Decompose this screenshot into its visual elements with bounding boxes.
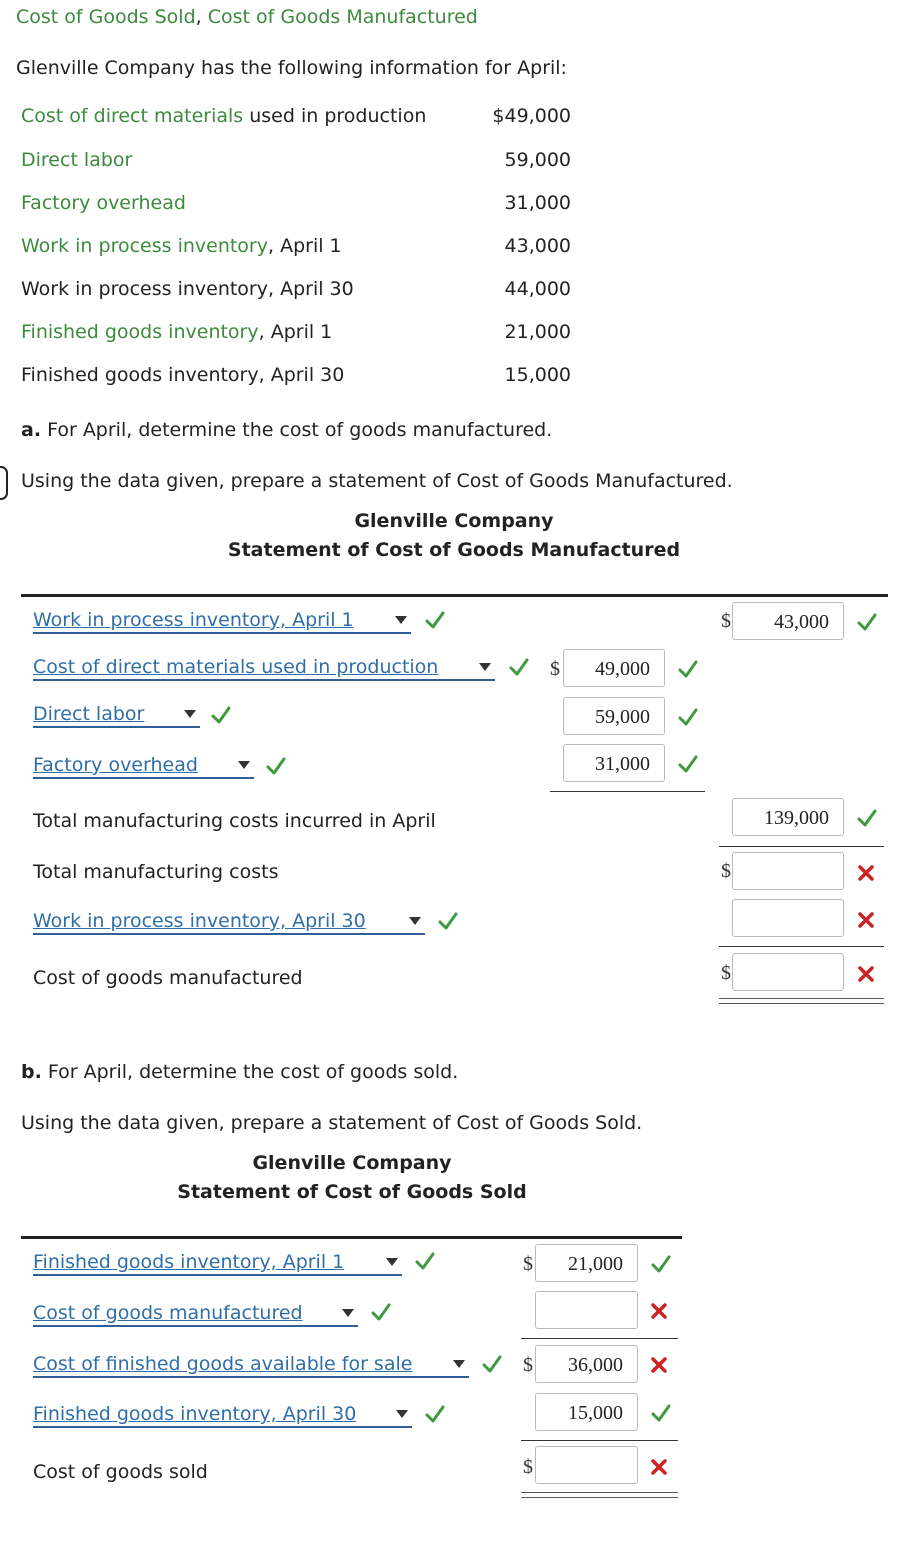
part-b-instruction: Using the data given, prepare a statement of Cost of Goods Sold. xyxy=(21,1112,643,1134)
total-double-rule xyxy=(521,1492,678,1498)
dropdown-wip-april-1[interactable] xyxy=(33,608,411,634)
info-row-value: $49,000 xyxy=(492,105,571,127)
chevron-down-icon xyxy=(479,663,491,671)
subtotal-rule xyxy=(719,946,884,947)
subtotal-rule xyxy=(550,791,705,792)
info-row-value: 15,000 xyxy=(504,364,571,386)
part-b-question xyxy=(21,1061,458,1083)
dropdown-selected-text: Direct labor xyxy=(33,703,145,725)
check-icon xyxy=(414,1250,436,1272)
input-cogs[interactable] xyxy=(535,1446,638,1484)
input-direct-labor[interactable]: 59,000 xyxy=(563,697,665,735)
intro-text: Glenville Company has the following information for April: xyxy=(16,57,567,79)
input-fg-april-1[interactable]: 21,000 xyxy=(535,1244,638,1282)
x-icon xyxy=(855,909,877,931)
part-a-label: a. xyxy=(21,419,42,441)
check-icon xyxy=(650,1402,672,1424)
subtotal-rule xyxy=(521,1338,678,1339)
x-icon xyxy=(855,862,877,884)
info-row-value: 44,000 xyxy=(504,278,571,300)
dropdown-selected-text: Work in process inventory, April 1 xyxy=(33,609,354,631)
label-total-costs: Total manufacturing costs xyxy=(33,861,279,883)
dollar-sign: $ xyxy=(523,1354,533,1376)
chevron-down-icon xyxy=(396,1410,408,1418)
info-row-label xyxy=(21,321,332,343)
input-available-for-sale[interactable]: 36,000 xyxy=(535,1345,638,1383)
chevron-down-icon xyxy=(386,1258,398,1266)
dropdown-selected-text: Finished goods inventory, April 30 xyxy=(33,1403,357,1425)
info-label-text: Finished goods inventory, April 30 xyxy=(21,364,345,386)
x-icon xyxy=(855,963,877,985)
label-total-incurred: Total manufacturing costs incurred in April xyxy=(33,810,436,832)
check-icon xyxy=(677,753,699,775)
dropdown-direct-labor[interactable] xyxy=(33,702,200,728)
input-fg-april-30[interactable]: 15,000 xyxy=(535,1393,638,1431)
total-double-rule xyxy=(719,998,884,1004)
dropdown-available-for-sale[interactable] xyxy=(33,1352,469,1378)
x-icon xyxy=(648,1456,670,1478)
chevron-down-icon xyxy=(238,761,250,769)
label-cogs: Cost of goods sold xyxy=(33,1461,208,1483)
input-wip-april-30[interactable] xyxy=(732,899,844,937)
check-icon xyxy=(856,807,878,829)
glossary-link[interactable]: Cost of direct materials xyxy=(21,105,244,127)
info-row-label xyxy=(21,235,342,257)
check-icon xyxy=(424,609,446,631)
input-direct-materials[interactable]: 49,000 xyxy=(563,649,665,687)
chevron-down-icon xyxy=(395,616,407,624)
part-a-company: Glenville Company xyxy=(354,510,554,532)
input-wip-april-1[interactable]: 43,000 xyxy=(732,602,844,640)
check-icon xyxy=(677,706,699,728)
dollar-sign: $ xyxy=(721,860,731,882)
info-row-label xyxy=(21,278,354,300)
dropdown-selected-text: Cost of goods manufactured xyxy=(33,1302,303,1324)
dollar-sign: $ xyxy=(721,610,731,632)
check-icon xyxy=(677,658,699,680)
info-row-value: 43,000 xyxy=(504,235,571,257)
info-row-label xyxy=(21,192,186,214)
chevron-down-icon xyxy=(184,710,196,718)
info-label-text: , April 1 xyxy=(258,321,333,343)
dropdown-cogm[interactable] xyxy=(33,1301,358,1327)
x-icon xyxy=(648,1300,670,1322)
side-marker xyxy=(0,466,8,500)
part-a-statement-title: Statement of Cost of Goods Manufactured xyxy=(227,539,681,561)
label-cogm: Cost of goods manufactured xyxy=(33,967,303,989)
subtotal-rule xyxy=(521,1440,678,1441)
title-link-cost-of-goods-sold[interactable]: Cost of Goods Sold xyxy=(16,6,196,28)
part-b-label: b. xyxy=(21,1061,42,1083)
glossary-link[interactable]: Work in process inventory xyxy=(21,235,268,257)
subtotal-rule xyxy=(719,846,884,847)
glossary-link[interactable]: Factory overhead xyxy=(21,192,186,214)
dollar-sign: $ xyxy=(550,658,560,680)
check-icon xyxy=(508,656,530,678)
input-cogm-b[interactable] xyxy=(535,1291,638,1329)
title-separator: , xyxy=(195,6,208,28)
dropdown-selected-text: Finished goods inventory, April 1 xyxy=(33,1251,345,1273)
info-label-text: , April 1 xyxy=(268,235,342,257)
info-label-text: Work in process inventory, April 30 xyxy=(21,278,354,300)
info-row-value: 21,000 xyxy=(504,321,571,343)
input-total-costs[interactable] xyxy=(732,852,844,890)
statement-top-rule xyxy=(21,594,888,597)
dollar-sign: $ xyxy=(523,1253,533,1275)
check-icon xyxy=(650,1253,672,1275)
chevron-down-icon xyxy=(342,1309,354,1317)
check-icon xyxy=(481,1353,503,1375)
dropdown-wip-april-30[interactable] xyxy=(33,909,425,935)
dollar-sign: $ xyxy=(721,962,731,984)
input-factory-overhead[interactable]: 31,000 xyxy=(563,744,665,782)
chevron-down-icon xyxy=(409,917,421,925)
check-icon xyxy=(856,611,878,633)
part-a-instruction: Using the data given, prepare a statement of Cost of Goods Manufactured. xyxy=(21,470,733,492)
check-icon xyxy=(437,910,459,932)
part-a-question xyxy=(21,419,552,441)
dropdown-selected-text: Work in process inventory, April 30 xyxy=(33,910,366,932)
glossary-link[interactable]: Direct labor xyxy=(21,149,133,171)
info-row-value: 59,000 xyxy=(504,149,571,171)
page-title xyxy=(16,6,478,28)
chevron-down-icon xyxy=(453,1360,465,1368)
dropdown-fg-april-30[interactable] xyxy=(33,1402,412,1428)
statement-top-rule xyxy=(21,1236,682,1239)
glossary-link[interactable]: Finished goods inventory xyxy=(21,321,259,343)
check-icon xyxy=(370,1301,392,1323)
part-b-company: Glenville Company xyxy=(252,1152,452,1174)
info-row-label xyxy=(21,105,426,127)
part-b-statement-title: Statement of Cost of Goods Sold xyxy=(177,1181,527,1203)
part-a-question-text: For April, determine the cost of goods manufactured. xyxy=(41,419,553,441)
dropdown-selected-text: Cost of finished goods available for sale xyxy=(33,1353,413,1375)
dropdown-factory-overhead[interactable] xyxy=(33,753,254,779)
input-cogm[interactable] xyxy=(732,953,844,991)
info-row-label xyxy=(21,364,344,386)
part-b-question-text: For April, determine the cost of goods sold. xyxy=(41,1061,459,1083)
dropdown-selected-text: Cost of direct materials used in production xyxy=(33,656,439,678)
input-total-incurred[interactable]: 139,000 xyxy=(732,798,844,836)
dropdown-direct-materials[interactable] xyxy=(33,655,495,681)
dropdown-fg-april-1[interactable] xyxy=(33,1250,402,1276)
dropdown-selected-text: Factory overhead xyxy=(33,754,198,776)
info-row-label xyxy=(21,149,132,171)
check-icon xyxy=(210,704,232,726)
title-link-cost-of-goods-manufactured[interactable]: Cost of Goods Manufactured xyxy=(207,6,478,28)
dollar-sign: $ xyxy=(523,1456,533,1478)
info-label-text: used in production xyxy=(243,105,427,127)
info-row-value: 31,000 xyxy=(504,192,571,214)
x-icon xyxy=(648,1354,670,1376)
check-icon xyxy=(265,755,287,777)
check-icon xyxy=(424,1403,446,1425)
